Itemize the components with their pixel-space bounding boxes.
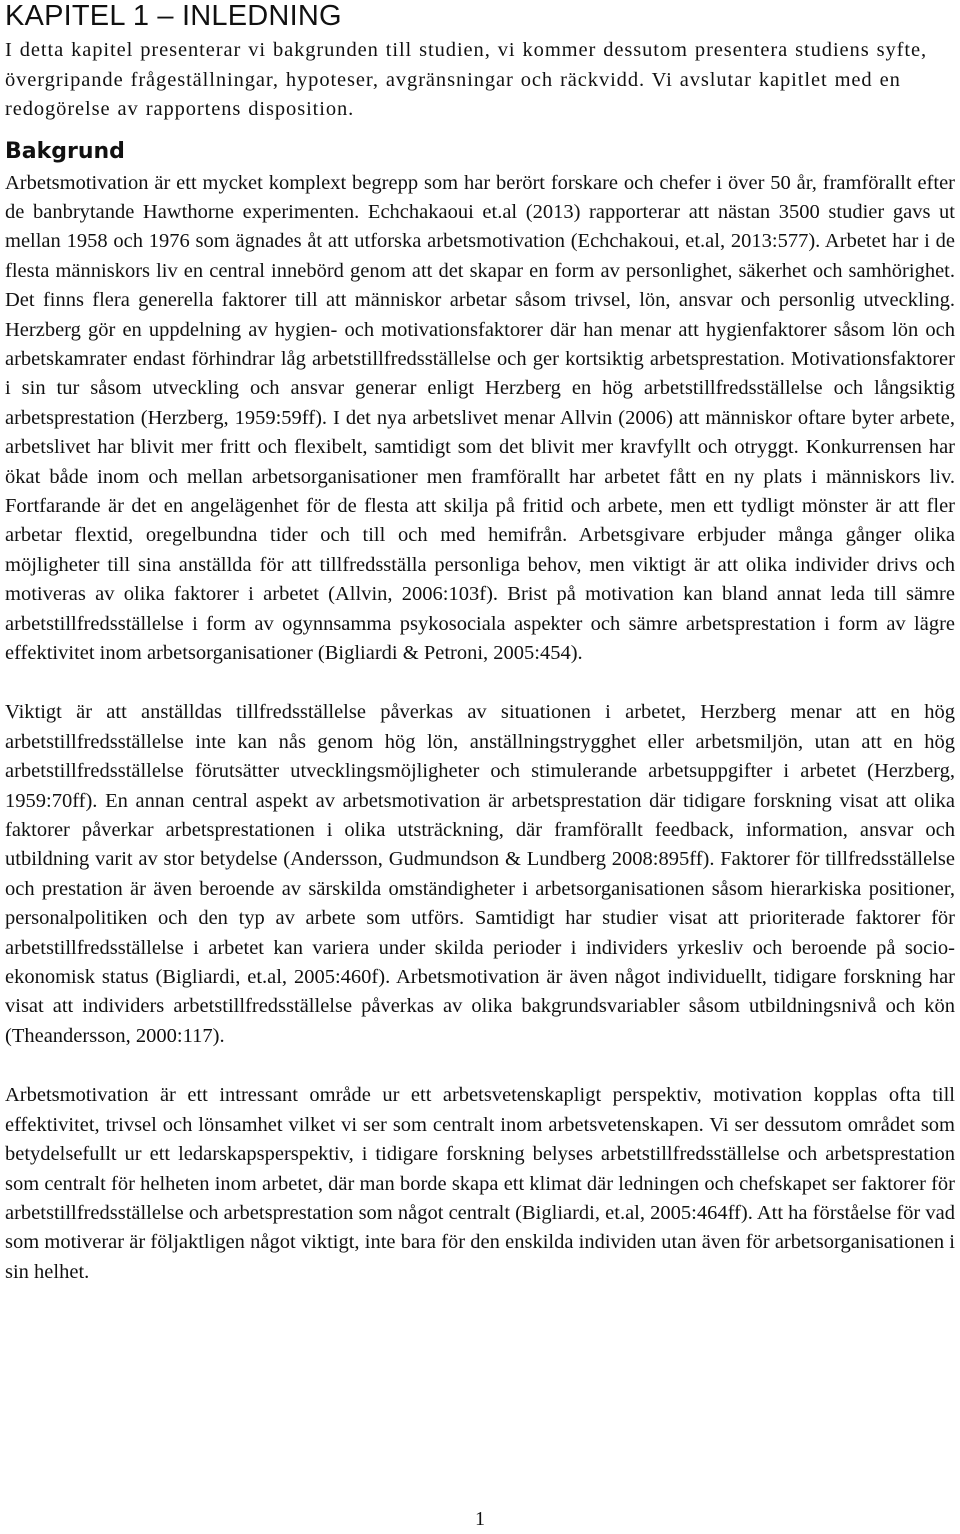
chapter-title: KAPITEL 1 – INLEDNING xyxy=(5,0,342,32)
body-paragraph: Arbetsmotivation är ett mycket komplext begrepp som har berört forskare och chefer i över 50 år, framförallt efter de banbrytande Hawthorne experimenten. Echchakaoui et.al (2013) rapporterar att nästan 3500 studier gavs ut mellan 1958 och 1976 som ägnades åt att utforska arbetsmotivation (Echchakoui, et.al, 2013:577). Arbetet har i de flesta människors liv en central innebörd genom att det skapar en form av personlighet, säkerhet och samhörighet. Det finns flera generella faktorer till att människor arbetar såsom trivsel, lön, ansvar och personlig utveckling. Herzberg gör en uppdelning av hygien- och motivationsfaktorer där han menar att hygienfaktorer såsom lön och arbetskamrater endast förhindrar låg arbetstillfredsställelse och ger kortsiktig arbetsprestation. Motivationsfaktorer i sin tur såsom utveckling och ansvar generar enligt Herzberg en hög arbetstillfredsställelse och långsiktig arbetsprestation (Herzberg, 1959:59ff). I det nya arbetslivet menar Allvin (2006) att människor oftare byter arbete, arbetslivet har blivit mer fritt och flexibelt, samtidigt som det blivit mer kravfyllt och otryggt. Konkurrensen har ökat både inom och mellan arbetsorganisationer men framförallt har arbetet fått en ny plats i människors liv. Fortfarande är det en angelägenhet för de flesta att skilja på fritid och arbete, men ett tydligt mönster är att fler arbetar flextid, oregelbundna tider och till och med hemifrån. Arbetsgivare erbjuder många gånger olika möjligheter till sina anställda för att tillfredsställa personliga behov, men viktigt är att olika individer drivs och motiveras av olika faktorer i arbetet (Allvin, 2006:103f). Brist på motivation kan bland annat leda till sämre arbetstillfredsställelse i form av ogynnsamma psykosociala aspekter och sämre arbetsprestation i form av lägre effektivitet inom arbetsorganisationer (Bigliardi & Petroni, 2005:454). xyxy=(5,171,955,664)
body-paragraph: Viktigt är att anställdas tillfredsställelse påverkas av situationen i arbetet, Herzberg menar att en hög arbetstillfredsställelse inte kan nås genom hög lön, anställningstrygghet eller arbetsmiljön, utan att en hög arbetstillfredsställelse förutsätter utvecklingsmöjligheter och stimulerande arbetsuppgifter i arbetet (Herzberg, 1959:70ff). En annan central aspekt av arbetsmotivation är arbetsprestation där tidigare forskning visat att olika faktorer påverkar arbetsprestationen i olika utsträckning, där framförallt feedback, information, ansvar och utbildning varit av stor betydelse (Andersson, Gudmundson & Lundberg 2008:895ff). Faktorer för tillfredsställelse och prestation är även beroende av särskilda omständigheter i arbetsorganisationen såsom hierarkiska positioner, personalpolitiken och den typ av arbete som utförs. Samtidigt har studier visat att prioriterade faktorer för arbetstillfredsställelse i arbetet kan variera under skilda perioder i individers yrkesliv och beroende på socio-ekonomisk status (Bigliardi, et.al, 2005:460f). Arbetsmotivation är även något individuellt, tidigare forskning har visat att individers arbetstillfredsställelse påverkas av olika bakgrundsvariabler såsom utbildningsnivå och kön (Theandersson, 2000:117). xyxy=(5,701,955,1047)
body-paragraph: Arbetsmotivation är ett intressant område ur ett arbetsvetenskapligt perspektiv, motivation kopplas ofta till effektivitet, trivsel och lönsamhet vilket vi ser som centralt inom arbetsvetenskapen. Vi ser dessutom området som betydelsefullt ur ett ledarskapsperspektiv, i tidigare forskning belyses arbetstillfredsställelse och arbetsprestation som centralt för helheten inom arbetet, där man borde skapa ett klimat där ledningen och chefskapet ser faktorer för arbetstillfredsställelse och arbetsprestation som något centralt (Bigliardi, et.al, 2005:464ff). Att ha förståelse för vad som motiverar är följaktligen något viktigt, inte bara för den enskilda individen utan även för arbetsorganisationen i sin helhet. xyxy=(5,1084,955,1283)
document-page xyxy=(5,0,955,1287)
page-number: 1 xyxy=(475,1508,485,1530)
intro-paragraph: I detta kapitel presenterar vi bakgrunden till studien, vi kommer dessutom presentera studiens syfte, övergripande frågeställningar, hypoteser, avgränsningar och räckvidd. Vi avslutar kapitlet med en redogörelse av rapportens disposition. xyxy=(5,39,927,120)
section-heading: Bakgrund xyxy=(5,138,125,164)
